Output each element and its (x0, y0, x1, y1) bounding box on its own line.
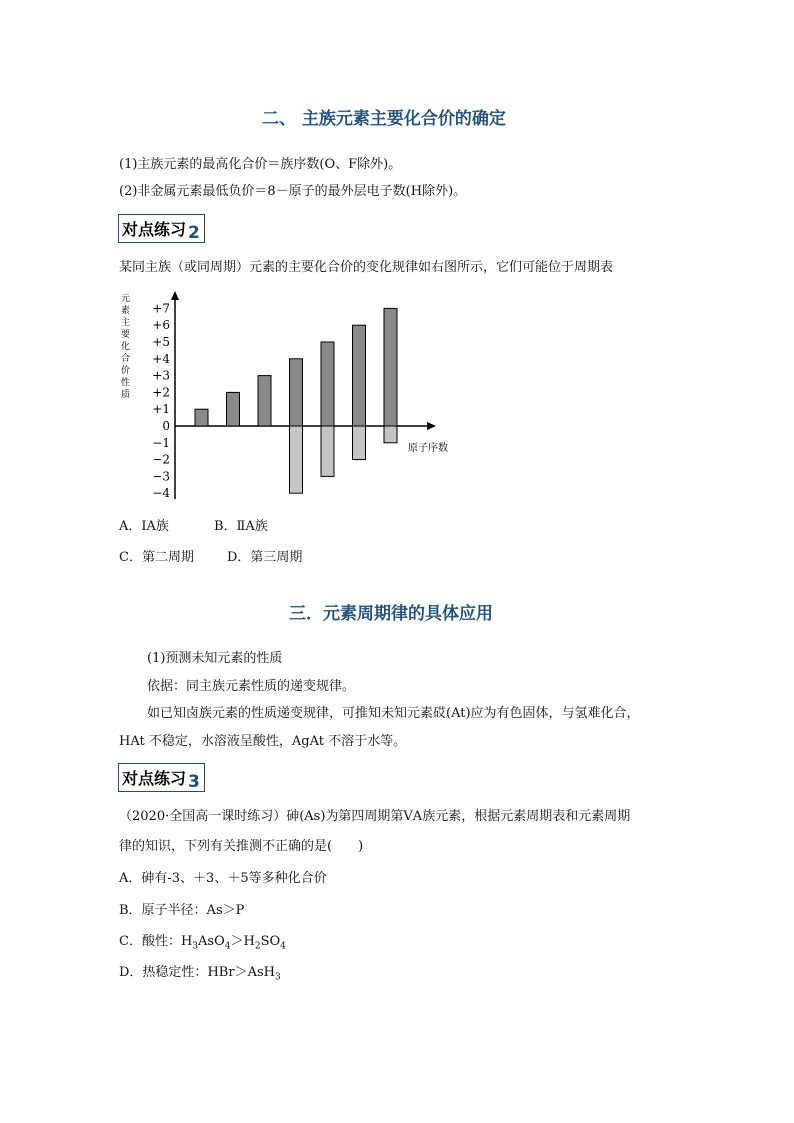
formula-subscript: 2 (254, 941, 261, 952)
chart-y-axis-arrow (171, 291, 179, 300)
chart-ytick-label: −2 (152, 452, 170, 467)
rule-1-text: (1)主族元素的最高化合价＝族序数(O、F除外)。 (119, 157, 402, 172)
practice-2-question: 某同主族（或同周期）元素的主要化合价的变化规律如右图所示，它们可能位于周期表 (119, 260, 614, 275)
section-3-p1: (1)预测未知元素的性质 (147, 651, 283, 666)
chart-bar-negative (384, 426, 397, 443)
chart-ytick-label: −3 (152, 469, 170, 484)
chart-ytick-label: +2 (152, 385, 170, 400)
chart-ytick-label: +3 (152, 368, 170, 383)
section-3-p2: 依据：同主族元素性质的递变规律。 (147, 679, 356, 694)
section-3-p4: HAt 不稳定，水溶液呈酸性，AgAt 不溶于水等。 (119, 734, 407, 749)
chart-bar-positive (321, 342, 334, 426)
practice-label-text: 对点练习 (122, 220, 187, 239)
option-d: D．第三周期 (227, 550, 303, 565)
chart-ylabel-char: 质 (121, 390, 131, 400)
practice-3-option-b: B．原子半径：As＞P (119, 903, 245, 918)
formula-part: H (180, 934, 193, 949)
chart-bar-positive (290, 359, 303, 426)
chart-ylabel-char: 价 (121, 366, 131, 376)
chart-xlabel: 原子序数 (408, 443, 448, 454)
practice-number: 3 (188, 772, 200, 792)
practice-3-option-c (119, 935, 286, 952)
formula-part: AsO (198, 934, 225, 949)
option-d-prefix: D．热稳定性： (119, 965, 208, 980)
chart-ytick-label: +4 (152, 351, 170, 366)
practice-3-option-d (119, 966, 281, 983)
chart-ylabel-char: 化 (121, 342, 131, 352)
formula-subscript: 3 (274, 972, 281, 983)
chart-bar-negative (353, 426, 366, 460)
section-3-title: 三．元素周期律的具体应用 (289, 604, 493, 624)
chart-ylabel-char: 合 (121, 354, 131, 364)
practice-2-label (118, 214, 205, 243)
practice-3-option-a: A．砷有-3、＋3、＋5等多种化合价 (119, 871, 327, 886)
chart-x-axis-arrow (427, 422, 436, 430)
option-c-prefix: C．酸性： (119, 934, 181, 949)
formula-part: AsH (247, 965, 275, 980)
section-3-p3: 如已知卤族元素的性质递变规律，可推知未知元素砹(At)应为有色固体，与氢难化合， (147, 706, 640, 721)
chart-ylabel-char: 素 (121, 306, 131, 316)
chart-ylabel-char: 元 (121, 294, 131, 304)
valence-chart (118, 287, 458, 507)
chart-ytick-label: +6 (152, 318, 170, 333)
chart-ytick-label: −1 (152, 435, 170, 450)
practice-number: 2 (188, 223, 200, 243)
practice-3-label (118, 763, 205, 792)
formula-part: SO (260, 934, 281, 949)
practice-label-text: 对点练习 (122, 769, 187, 788)
chart-ytick-label: 0 (162, 419, 170, 433)
chart-ytick-label: +1 (152, 402, 170, 417)
chart-ylabel (121, 293, 130, 400)
chart-bar-positive (353, 325, 366, 426)
chart-bar-positive (227, 392, 240, 426)
formula-subscript: 4 (280, 941, 286, 952)
formula-subscript: 4 (224, 941, 231, 952)
chart-ytick-label: −4 (152, 486, 170, 501)
greater-than-sign: ＞ (230, 934, 244, 949)
chart-ytick-label: +5 (152, 335, 170, 349)
chart-ytick-labels (152, 301, 170, 500)
option-a: A．ⅠA族 (119, 519, 169, 534)
practice-3-question-line-1: （2020·全国高一课时练习）砷(As)为第四周期第ⅤA族元素，根据元素周期表和元素周期 (119, 809, 631, 824)
rule-2-text: (2)非金属元素最低负价＝8－原子的最外层电子数(H除外)。 (119, 184, 467, 199)
formula-part: HBr (207, 965, 235, 980)
greater-than-sign: ＞ (234, 965, 248, 980)
chart-bar-positive (384, 308, 397, 426)
section-2-title: 二、 主族元素主要化合价的确定 (262, 109, 506, 129)
option-c: C．第二周期 (119, 550, 194, 565)
chart-bar-negative (290, 426, 303, 493)
option-b: B．ⅡA族 (214, 519, 268, 534)
chart-bar-negative (321, 426, 334, 476)
chart-ylabel-char: 要 (121, 330, 131, 340)
formula-part: H (243, 934, 255, 949)
chart-bar-positive (258, 376, 271, 426)
practice-3-question-line-2: 律的知识，下列有关推测不正确的是( ) (119, 839, 364, 854)
chart-bar-positive (195, 409, 208, 426)
chart-ylabel-char: 主 (121, 318, 131, 328)
chart-ytick-label: +7 (152, 301, 170, 316)
chart-bars (195, 308, 397, 493)
chart-ylabel-char: 性 (121, 378, 131, 388)
formula-subscript: 3 (192, 941, 199, 952)
